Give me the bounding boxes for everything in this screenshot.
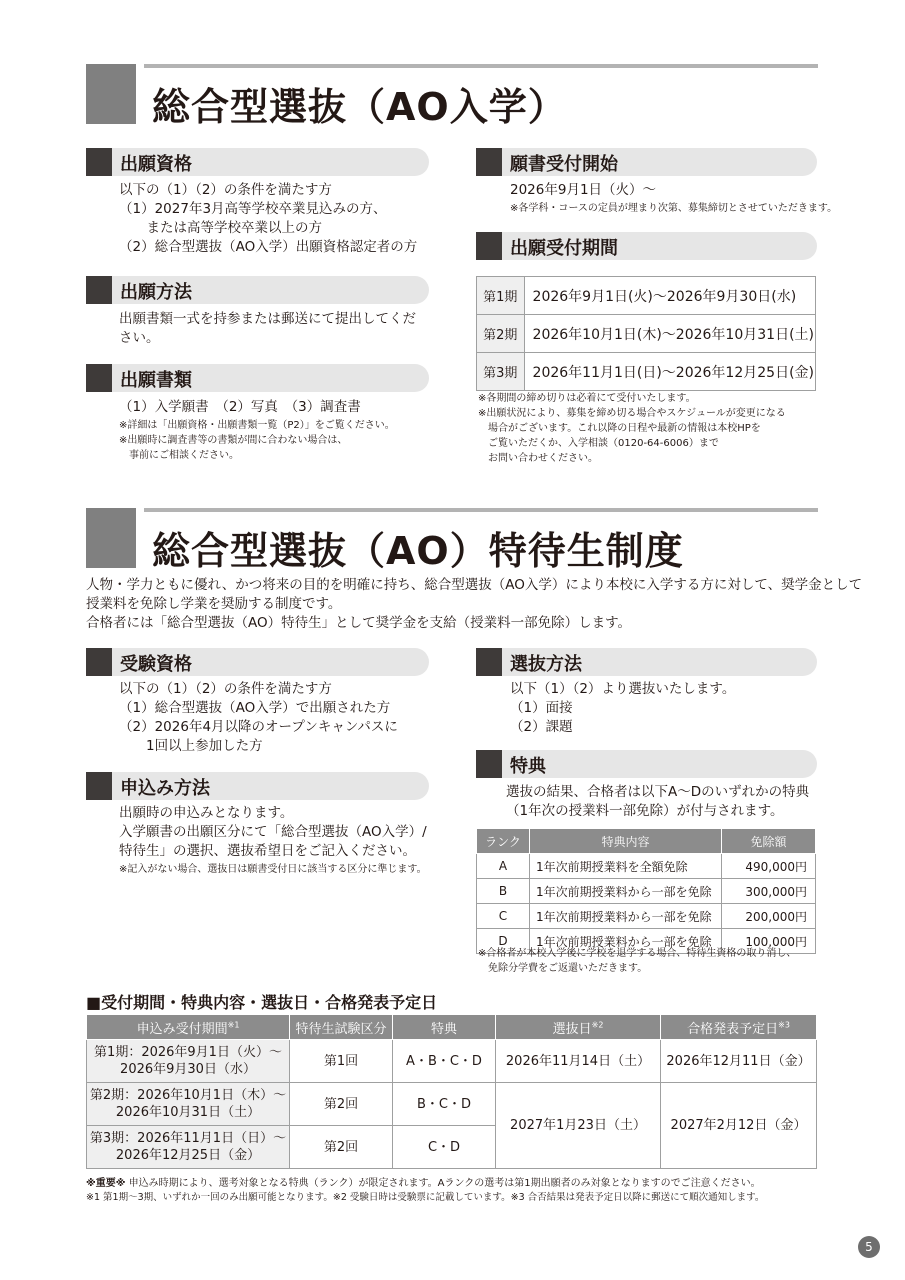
- table-row: 第3期：2026年11月1日（日）～ 2026年12月25日（金） 第2回 C・D: [87, 1126, 817, 1169]
- section2-title-block: [86, 508, 818, 573]
- title-rule: [144, 508, 818, 512]
- periods-table: [476, 276, 816, 391]
- footnote-important: ※重要※ 申込み時期により、選考対象となる特典（ランク）が限定されます。Aランクの選考は第1期出願者のみ対象となりますのでご注意ください。: [86, 1178, 761, 1189]
- section1-title: 総合型選抜（AO入学）: [152, 85, 567, 129]
- table-header-row: ランク 特典内容 免除額: [477, 829, 816, 854]
- title-marker: [86, 64, 136, 124]
- eligibility-heading: 出願資格: [86, 148, 429, 176]
- table-row: 第1期：2026年9月1日（火）～ 2026年9月30日（水） 第1回 A・B・C・D 2026年11月14日（土） 2026年12月11日（金）: [87, 1040, 817, 1083]
- table-row: 第1期 2026年9月1日(火)～2026年9月30日(水): [477, 277, 816, 315]
- table-row: B 1年次前期授業料から一部を免除 300,000円: [477, 879, 816, 904]
- documents-notes: ※詳細は「出願資格・出願書類一覧（P2）」をご覧ください。 ※出願時に調査書等の書類が間に合わない場合は、 事前にご相談ください。: [119, 420, 395, 461]
- schedule-table: [86, 1014, 817, 1169]
- exam-eligibility-heading: 受験資格: [86, 648, 429, 676]
- page-number: 5: [858, 1236, 880, 1258]
- acceptance-start-heading: 願書受付開始: [476, 148, 817, 176]
- table-row: A 1年次前期授業料を全額免除 490,000円: [477, 854, 816, 879]
- table-row: 第2期：2026年10月1日（木）～ 2026年10月31日（土） 第2回 B・C・D 2027年1月23日（土） 2027年2月12日（金）: [87, 1083, 817, 1126]
- periods-notes: ※各期間の締め切りは必着にて受付いたします。 ※出願状況により、募集を締め切る場合やスケジュールが変更になる 場合がございます。これ以降の日程や最新の情報は本校HPを ご覧いただくか、入学相談（0120-64-6006）まで お問い合わせください。: [478, 393, 786, 464]
- table-row: C 1年次前期授業料から一部を免除 200,000円: [477, 904, 816, 929]
- periods-heading: 出願受付期間: [476, 232, 817, 260]
- documents-text: （1）入学願書 （2）写真 （3）調査書: [119, 399, 361, 415]
- title-rule: [144, 64, 818, 68]
- acceptance-start-date: 2026年9月1日（火）～: [510, 182, 657, 198]
- section2-intro: 人物・学力ともに優れ、かつ将来の目的を明確に持ち、総合型選抜（AO入学）により本校に入学する方に対して、奨学金として 授業料を免除し学業を奨励する制度です。 合格者には「総合型選抜（AO）特待生」として奨学金を支給（授業料一部免除）します。: [86, 577, 863, 631]
- section2-title: 総合型選抜（AO）特待生制度: [152, 529, 684, 573]
- apply-note: ※記入がない場合、選抜日は願書受付日に該当する区分に準じます。: [119, 864, 427, 875]
- table-row: 第2期 2026年10月1日(木)～2026年10月31日(土): [477, 315, 816, 353]
- table-row: D 1年次前期授業料から一部を免除 100,000円: [477, 929, 816, 954]
- schedule-title: ■受付期間・特典内容・選抜日・合格発表予定日: [86, 993, 438, 1012]
- benefits-notes: ※合格者が本校入学後に学校を退学する場合、特待生資格の取り消し、 免除分学費をご返還いただきます。: [478, 948, 797, 974]
- method-text: 出願書類一式を持参または郵送にて提出してくだ さい。: [119, 311, 416, 346]
- selection-text: 以下（1）（2）より選抜いたします。 （1）面接 （2）課題: [510, 681, 736, 735]
- benefits-table: [476, 828, 816, 954]
- benefits-heading: 特典: [476, 750, 817, 778]
- section1-title-block: [86, 64, 818, 129]
- benefits-text: 選抜の結果、合格者は以下A～Dのいずれかの特典 （1年次の授業料一部免除）が付与されます。: [506, 784, 810, 819]
- method-heading: 出願方法: [86, 276, 429, 304]
- merged-announce-date: 2027年2月12日（金）: [661, 1083, 817, 1169]
- eligibility-text: 以下の（1）（2）の条件を満たす方 （1）2027年3月高等学校卒業見込みの方、 または高等学校卒業以上の方 （2）総合型選抜（AO入学）出願資格認定者の方: [119, 182, 418, 255]
- apply-text: 出願時の申込みとなります。 入学願書の出願区分にて「総合型選抜（AO入学）/ 特待生」の選択、選抜希望日をご記入ください。: [119, 805, 427, 859]
- selection-heading: 選抜方法: [476, 648, 817, 676]
- title-marker: [86, 508, 136, 568]
- footnote-refs: ※1 第1期～3期、いずれか一回のみ出願可能となります。※2 受験日時は受験票に記載しています。※3 合否結果は発表予定日以降に郵送にて順次通知します。: [86, 1192, 765, 1203]
- acceptance-start-note: ※各学科・コースの定員が埋まり次第、募集締切とさせていただきます。: [510, 203, 838, 214]
- exam-eligibility-text: 以下の（1）（2）の条件を満たす方 （1）総合型選抜（AO入学）で出願された方 （2）2026年4月以降のオープンキャンパスに 1回以上参加した方: [119, 681, 398, 754]
- table-header-row: 申込み受付期間$^{※1}$ 特待生試験区分 特典 選抜日$^{※2}$ 合格発表予定日$^{※3}$: [87, 1015, 817, 1040]
- apply-heading: 申込み方法: [86, 772, 429, 800]
- merged-selection-date: 2027年1月23日（土）: [496, 1083, 661, 1169]
- table-row: 第3期 2026年11月1日(日)～2026年12月25日(金): [477, 353, 816, 391]
- documents-heading: 出願書類: [86, 364, 429, 392]
